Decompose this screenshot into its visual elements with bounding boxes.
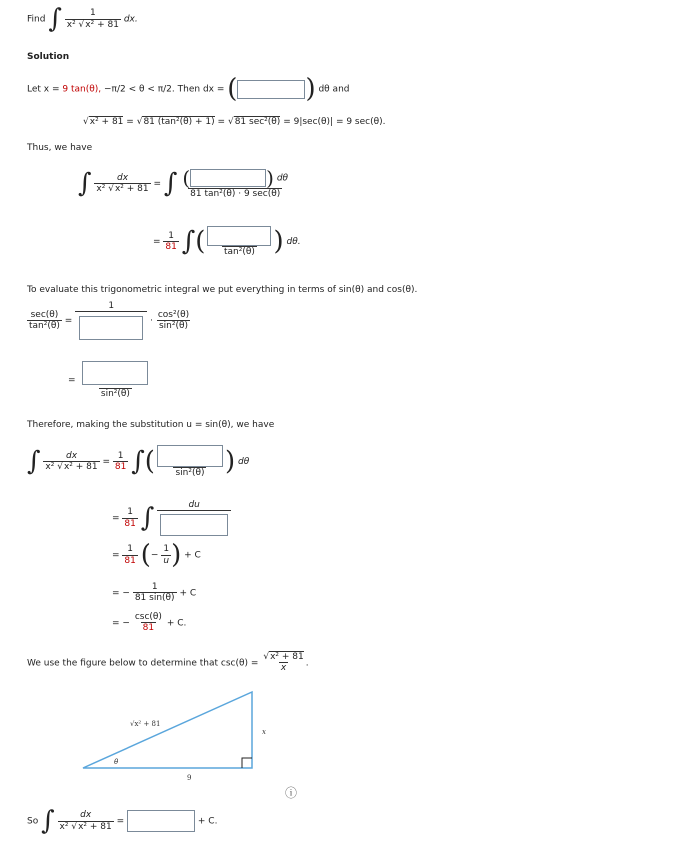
int6-eq: = − [112,588,130,599]
trig1-rhs-den: sin²(θ) [158,321,188,332]
int5-eq: = [112,550,120,561]
int4-eq: = [112,513,120,524]
trig1-answer-input[interactable] [79,316,143,340]
evaluate-text: To evaluate this trigonometric integral we put everything in terms of sin(θ) and cos(θ). [27,285,418,295]
int5-minus: − [150,550,159,561]
int3-one: 1 [117,450,124,461]
int7-plus-c: + C. [166,618,187,629]
int1-den-right: 81 tan²(θ) · 9 sec(θ) [190,189,281,199]
solution-heading: Solution [27,52,70,62]
final-rad: x² + 81 [78,821,112,832]
integral-4 [112,500,231,536]
int6-plus-c: + C [179,588,197,599]
integral-3: ∫ $\frac{dx}{\text{x² √x² + 81}}$ = $\frac{1}{81}$ ∫( sin²(θ) ) dθ [27,446,250,478]
integral-5 [112,542,201,568]
opposite-label: x [262,728,266,736]
sqrt-x2-81: x² + 81 [89,117,124,127]
int1-rad: x² + 81 [114,184,149,195]
final-answer-input[interactable] [127,810,195,832]
final-line: So ∫ $\frac{dx}{\text{x² √x² + 81}}$ = + C. [27,806,218,836]
int3-num: dx [66,450,78,461]
integral-sign: ∫ [48,4,62,34]
integral-sign: ∫ [78,168,92,199]
right-triangle-figure [70,690,290,780]
find-label: Find [27,14,46,25]
integral-sign: ∫ [27,446,41,477]
trig2-answer-input[interactable] [82,361,148,385]
trig1-dot: · [150,316,153,327]
so-label: So [27,816,39,827]
int4-du: du [188,500,200,510]
integral-2 [153,226,301,257]
int2-den: tan²(θ) [224,247,255,257]
int5-inner-one: 1 [163,544,170,555]
int3-answer-input[interactable] [157,445,223,467]
integral-6 [112,582,196,604]
step1-line [27,74,350,104]
let-text: Let x = [27,84,63,95]
int2-one: 1 [168,230,175,241]
trig1-lhs-num: sec(θ) [30,309,59,320]
int5-inner-u: u [163,555,170,566]
sqrt-81-sec: 81 sec²(θ) [234,117,281,127]
problem-statement [27,6,138,32]
integral-sign: ∫ [181,226,196,257]
int3-x2: x² [45,462,55,473]
eq2: = [217,117,226,127]
final-plus-c: + C. [197,816,218,827]
problem-numerator: 1 [89,8,96,19]
int1-x2: x² [96,184,106,195]
paren-left: ( [140,540,151,570]
problem-fraction: $\frac{1}{\text{x² √x² + 81}}$ [66,8,119,30]
dx-answer-input[interactable] [237,80,305,99]
int3-dtheta: dθ [237,457,250,468]
csc-num-rad: x² + 81 [270,652,304,662]
paren-right: ) [171,540,182,570]
right-angle-marker [242,758,252,768]
theta-range: −π/2 < θ < π/2. [103,84,175,95]
figure-text: We use the figure below to determine that csc(θ) = [27,658,259,669]
problem-x2: x² [66,19,76,30]
integral-sign: ∫ [140,503,155,534]
sqrt-81-tan: 81 (tan²(θ) + 1) [143,117,215,127]
csc-period: . [305,658,309,669]
trig1-lhs-den: tan²(θ) [29,321,60,332]
int6-one: 1 [151,582,158,592]
left-paren: ( [227,74,238,104]
int2-dtheta: dθ. [286,237,301,248]
therefore-text: Therefore, making the substitution u = sin(θ), we have [27,420,275,430]
int5-plus-c: + C [184,550,201,561]
eq3: = 9|sec(θ)| = 9 sec(θ). [283,117,386,127]
step2-line: √x² + 81 = √81 (tan²(θ) + 1) = √81 sec²(θ) = 9|sec(θ)| = 9 sec(θ). [83,117,386,127]
int1-num: dx [117,172,129,183]
eq1: = [126,117,134,127]
int1-answer-input[interactable] [190,169,266,187]
paren-right: ) [273,226,284,257]
int3-eq: = [102,457,111,468]
int2-eq: = [153,237,161,248]
trig2-den: sin²(θ) [100,389,130,399]
dtheta-and: dθ and [318,84,350,95]
int4-answer-input[interactable] [160,514,228,536]
int4-81: 81 [124,518,136,529]
trig-line-2 [68,361,152,399]
paren-right: ) [224,446,236,477]
int3-81: 81 [114,462,127,473]
nine-tan: 9 tan(θ), [62,84,102,95]
trig1-eq: = [64,316,73,327]
int2-answer-input[interactable] [207,226,271,246]
int6-den: 81 sin(θ) [134,593,175,604]
problem-radicand: x² + 81 [85,19,119,30]
trig1-one: 1 [108,301,115,311]
integral-1: ∫ $\frac{dx}{\text{x² √x² + 81}}$ = ∫ $\frac{( ) d\theta}{\text{81 tan²(θ) · 9 sec(θ)}}$ [78,166,289,199]
paren-right: ) [266,166,274,190]
hypotenuse-label: √x² + 81 [130,720,161,728]
final-x2: x² [59,821,69,832]
problem-dx: dx. [123,14,138,25]
integral-7 [112,612,186,634]
int7-den: 81 [142,623,155,634]
paren-left: ( [144,446,155,477]
final-eq: = [116,816,125,827]
right-paren: ) [305,74,316,104]
int1-dtheta: dθ [276,173,289,184]
int5-81: 81 [124,555,136,566]
int4-one: 1 [127,507,134,518]
integral-sign: ∫ [131,446,145,477]
int5-one: 1 [127,544,134,555]
int3-rad: x² + 81 [63,462,98,473]
adjacent-label: 9 [187,774,192,780]
triangle-shape [83,692,252,768]
theta-label: θ [114,758,119,766]
integral-sign: ∫ [41,806,55,836]
int3-den: sin²(θ) [175,468,205,478]
trig1-rhs-num: cos²(θ) [157,309,190,320]
int7-num: csc(θ) [134,612,162,622]
info-icon[interactable]: ⓘ [285,786,298,800]
int1-eq: = [153,179,162,190]
integral-sign: ∫ [163,168,178,199]
final-num: dx [80,810,92,821]
trig-line-1 [27,301,191,340]
csc-den: x [280,663,287,674]
trig2-eq: = [68,375,76,386]
thus-have: Thus, we have [27,143,93,153]
int2-81: 81 [165,242,177,253]
int7-eq: = − [112,618,130,629]
paren-left: ( [195,226,206,257]
figure-text-line: We use the figure below to determine that csc(θ) = $\frac{\text{√x² + 81}}{x}$ . [27,652,309,674]
then-dx: Then dx = [177,84,225,95]
paren-left: ( [182,166,191,190]
